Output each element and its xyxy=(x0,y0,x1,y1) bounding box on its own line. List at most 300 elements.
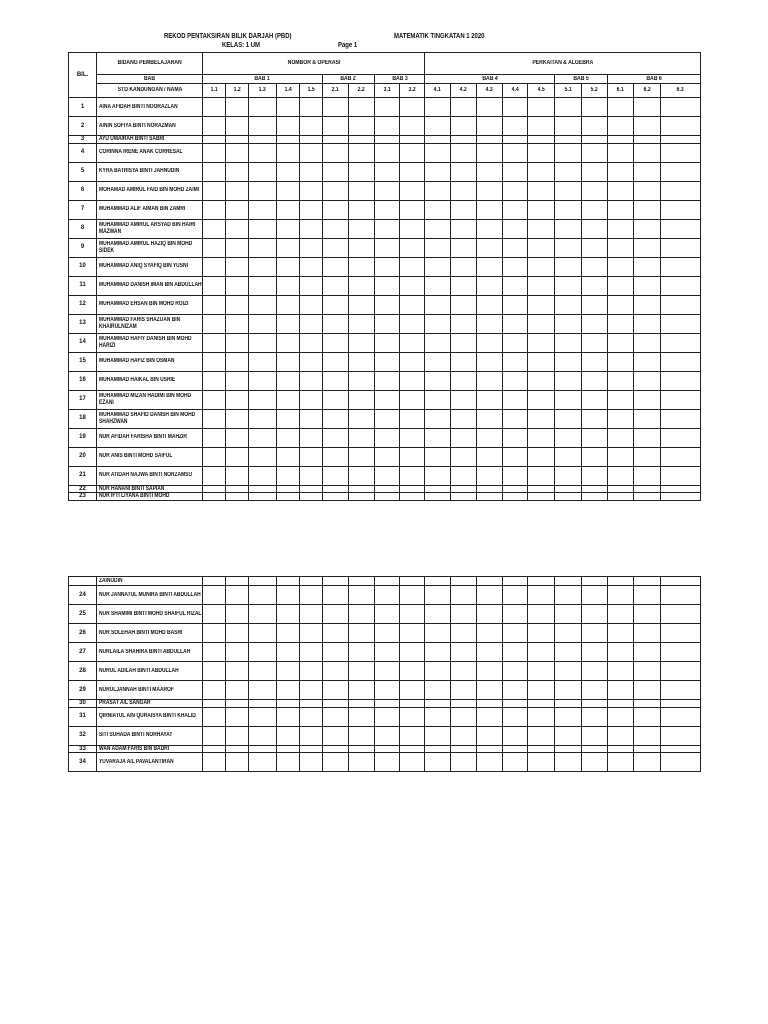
score-cell[interactable] xyxy=(503,466,528,485)
score-cell[interactable] xyxy=(608,624,634,643)
score-cell[interactable] xyxy=(203,428,226,447)
score-cell[interactable] xyxy=(400,662,425,681)
score-cell[interactable] xyxy=(661,98,701,117)
score-cell[interactable] xyxy=(634,276,661,295)
score-cell[interactable] xyxy=(451,605,477,624)
score-cell[interactable] xyxy=(203,352,226,371)
score-cell[interactable] xyxy=(555,200,582,219)
score-cell[interactable] xyxy=(400,295,425,314)
score-cell[interactable] xyxy=(203,371,226,390)
score-cell[interactable] xyxy=(300,605,323,624)
score-cell[interactable] xyxy=(277,700,300,708)
score-cell[interactable] xyxy=(249,493,277,501)
score-cell[interactable] xyxy=(582,98,608,117)
score-cell[interactable] xyxy=(249,314,277,333)
score-cell[interactable] xyxy=(661,428,701,447)
score-cell[interactable] xyxy=(425,162,451,181)
score-cell[interactable] xyxy=(661,700,701,708)
score-cell[interactable] xyxy=(425,352,451,371)
score-cell[interactable] xyxy=(503,745,528,753)
score-cell[interactable] xyxy=(226,753,249,772)
score-cell[interactable] xyxy=(249,295,277,314)
score-cell[interactable] xyxy=(349,745,375,753)
score-cell[interactable] xyxy=(249,390,277,409)
score-cell[interactable] xyxy=(226,707,249,726)
score-cell[interactable] xyxy=(425,409,451,428)
score-cell[interactable] xyxy=(608,238,634,257)
score-cell[interactable] xyxy=(582,485,608,493)
score-cell[interactable] xyxy=(503,577,528,586)
score-cell[interactable] xyxy=(349,276,375,295)
score-cell[interactable] xyxy=(503,257,528,276)
score-cell[interactable] xyxy=(400,409,425,428)
score-cell[interactable] xyxy=(661,586,701,605)
score-cell[interactable] xyxy=(425,371,451,390)
score-cell[interactable] xyxy=(477,314,503,333)
score-cell[interactable] xyxy=(555,466,582,485)
score-cell[interactable] xyxy=(203,295,226,314)
score-cell[interactable] xyxy=(323,238,349,257)
score-cell[interactable] xyxy=(608,605,634,624)
score-cell[interactable] xyxy=(375,117,400,136)
score-cell[interactable] xyxy=(555,371,582,390)
score-cell[interactable] xyxy=(249,371,277,390)
score-cell[interactable] xyxy=(634,352,661,371)
score-cell[interactable] xyxy=(451,276,477,295)
score-cell[interactable] xyxy=(400,753,425,772)
score-cell[interactable] xyxy=(451,681,477,700)
score-cell[interactable] xyxy=(349,390,375,409)
score-cell[interactable] xyxy=(503,753,528,772)
score-cell[interactable] xyxy=(608,681,634,700)
score-cell[interactable] xyxy=(477,681,503,700)
score-cell[interactable] xyxy=(582,681,608,700)
score-cell[interactable] xyxy=(249,117,277,136)
score-cell[interactable] xyxy=(608,98,634,117)
score-cell[interactable] xyxy=(608,219,634,238)
score-cell[interactable] xyxy=(375,643,400,662)
score-cell[interactable] xyxy=(349,409,375,428)
score-cell[interactable] xyxy=(249,98,277,117)
score-cell[interactable] xyxy=(300,314,323,333)
score-cell[interactable] xyxy=(477,447,503,466)
score-cell[interactable] xyxy=(300,333,323,352)
score-cell[interactable] xyxy=(425,493,451,501)
score-cell[interactable] xyxy=(555,726,582,745)
score-cell[interactable] xyxy=(477,605,503,624)
score-cell[interactable] xyxy=(375,276,400,295)
score-cell[interactable] xyxy=(203,447,226,466)
score-cell[interactable] xyxy=(203,314,226,333)
score-cell[interactable] xyxy=(555,681,582,700)
score-cell[interactable] xyxy=(451,371,477,390)
score-cell[interactable] xyxy=(503,143,528,162)
score-cell[interactable] xyxy=(451,314,477,333)
score-cell[interactable] xyxy=(300,409,323,428)
score-cell[interactable] xyxy=(400,352,425,371)
score-cell[interactable] xyxy=(503,98,528,117)
score-cell[interactable] xyxy=(203,700,226,708)
score-cell[interactable] xyxy=(203,219,226,238)
score-cell[interactable] xyxy=(634,485,661,493)
score-cell[interactable] xyxy=(277,466,300,485)
score-cell[interactable] xyxy=(528,447,555,466)
score-cell[interactable] xyxy=(503,352,528,371)
score-cell[interactable] xyxy=(582,390,608,409)
score-cell[interactable] xyxy=(375,577,400,586)
score-cell[interactable] xyxy=(582,219,608,238)
score-cell[interactable] xyxy=(608,428,634,447)
score-cell[interactable] xyxy=(477,726,503,745)
score-cell[interactable] xyxy=(451,662,477,681)
score-cell[interactable] xyxy=(634,605,661,624)
score-cell[interactable] xyxy=(375,371,400,390)
score-cell[interactable] xyxy=(608,745,634,753)
score-cell[interactable] xyxy=(608,409,634,428)
score-cell[interactable] xyxy=(528,333,555,352)
score-cell[interactable] xyxy=(555,753,582,772)
score-cell[interactable] xyxy=(375,753,400,772)
score-cell[interactable] xyxy=(300,643,323,662)
score-cell[interactable] xyxy=(375,447,400,466)
score-cell[interactable] xyxy=(477,643,503,662)
score-cell[interactable] xyxy=(634,136,661,144)
score-cell[interactable] xyxy=(323,200,349,219)
score-cell[interactable] xyxy=(203,333,226,352)
score-cell[interactable] xyxy=(608,371,634,390)
score-cell[interactable] xyxy=(528,295,555,314)
score-cell[interactable] xyxy=(349,257,375,276)
score-cell[interactable] xyxy=(425,181,451,200)
score-cell[interactable] xyxy=(634,753,661,772)
score-cell[interactable] xyxy=(375,238,400,257)
score-cell[interactable] xyxy=(582,143,608,162)
score-cell[interactable] xyxy=(249,200,277,219)
score-cell[interactable] xyxy=(300,136,323,144)
score-cell[interactable] xyxy=(503,314,528,333)
score-cell[interactable] xyxy=(555,257,582,276)
score-cell[interactable] xyxy=(349,295,375,314)
score-cell[interactable] xyxy=(608,257,634,276)
score-cell[interactable] xyxy=(203,586,226,605)
score-cell[interactable] xyxy=(477,117,503,136)
score-cell[interactable] xyxy=(582,605,608,624)
score-cell[interactable] xyxy=(300,295,323,314)
score-cell[interactable] xyxy=(375,681,400,700)
score-cell[interactable] xyxy=(528,143,555,162)
score-cell[interactable] xyxy=(503,586,528,605)
score-cell[interactable] xyxy=(661,662,701,681)
score-cell[interactable] xyxy=(323,586,349,605)
score-cell[interactable] xyxy=(555,485,582,493)
score-cell[interactable] xyxy=(528,238,555,257)
score-cell[interactable] xyxy=(555,586,582,605)
score-cell[interactable] xyxy=(300,681,323,700)
score-cell[interactable] xyxy=(277,577,300,586)
score-cell[interactable] xyxy=(400,466,425,485)
score-cell[interactable] xyxy=(582,314,608,333)
score-cell[interactable] xyxy=(634,295,661,314)
score-cell[interactable] xyxy=(375,586,400,605)
score-cell[interactable] xyxy=(528,485,555,493)
score-cell[interactable] xyxy=(277,624,300,643)
score-cell[interactable] xyxy=(300,276,323,295)
score-cell[interactable] xyxy=(503,390,528,409)
score-cell[interactable] xyxy=(634,447,661,466)
score-cell[interactable] xyxy=(226,200,249,219)
score-cell[interactable] xyxy=(400,707,425,726)
score-cell[interactable] xyxy=(661,200,701,219)
score-cell[interactable] xyxy=(661,143,701,162)
score-cell[interactable] xyxy=(375,352,400,371)
score-cell[interactable] xyxy=(226,333,249,352)
score-cell[interactable] xyxy=(226,390,249,409)
score-cell[interactable] xyxy=(451,586,477,605)
score-cell[interactable] xyxy=(503,726,528,745)
score-cell[interactable] xyxy=(375,409,400,428)
score-cell[interactable] xyxy=(528,98,555,117)
score-cell[interactable] xyxy=(323,98,349,117)
score-cell[interactable] xyxy=(477,428,503,447)
score-cell[interactable] xyxy=(226,605,249,624)
score-cell[interactable] xyxy=(608,295,634,314)
score-cell[interactable] xyxy=(503,493,528,501)
score-cell[interactable] xyxy=(400,577,425,586)
score-cell[interactable] xyxy=(555,390,582,409)
score-cell[interactable] xyxy=(425,428,451,447)
score-cell[interactable] xyxy=(451,143,477,162)
score-cell[interactable] xyxy=(249,447,277,466)
score-cell[interactable] xyxy=(582,333,608,352)
score-cell[interactable] xyxy=(375,200,400,219)
score-cell[interactable] xyxy=(323,726,349,745)
score-cell[interactable] xyxy=(425,605,451,624)
score-cell[interactable] xyxy=(203,200,226,219)
score-cell[interactable] xyxy=(634,643,661,662)
score-cell[interactable] xyxy=(277,257,300,276)
score-cell[interactable] xyxy=(661,295,701,314)
score-cell[interactable] xyxy=(451,624,477,643)
score-cell[interactable] xyxy=(203,257,226,276)
score-cell[interactable] xyxy=(375,624,400,643)
score-cell[interactable] xyxy=(203,181,226,200)
score-cell[interactable] xyxy=(323,181,349,200)
score-cell[interactable] xyxy=(323,333,349,352)
score-cell[interactable] xyxy=(528,707,555,726)
score-cell[interactable] xyxy=(451,117,477,136)
score-cell[interactable] xyxy=(277,745,300,753)
score-cell[interactable] xyxy=(277,295,300,314)
score-cell[interactable] xyxy=(249,257,277,276)
score-cell[interactable] xyxy=(528,136,555,144)
score-cell[interactable] xyxy=(323,707,349,726)
score-cell[interactable] xyxy=(323,257,349,276)
score-cell[interactable] xyxy=(400,200,425,219)
score-cell[interactable] xyxy=(300,753,323,772)
score-cell[interactable] xyxy=(451,643,477,662)
score-cell[interactable] xyxy=(477,219,503,238)
score-cell[interactable] xyxy=(608,390,634,409)
score-cell[interactable] xyxy=(323,624,349,643)
score-cell[interactable] xyxy=(582,466,608,485)
score-cell[interactable] xyxy=(661,333,701,352)
score-cell[interactable] xyxy=(249,136,277,144)
score-cell[interactable] xyxy=(300,745,323,753)
score-cell[interactable] xyxy=(425,447,451,466)
score-cell[interactable] xyxy=(555,707,582,726)
score-cell[interactable] xyxy=(300,219,323,238)
score-cell[interactable] xyxy=(634,577,661,586)
score-cell[interactable] xyxy=(503,485,528,493)
score-cell[interactable] xyxy=(226,352,249,371)
score-cell[interactable] xyxy=(300,143,323,162)
score-cell[interactable] xyxy=(349,143,375,162)
score-cell[interactable] xyxy=(400,390,425,409)
score-cell[interactable] xyxy=(503,371,528,390)
score-cell[interactable] xyxy=(300,707,323,726)
score-cell[interactable] xyxy=(555,428,582,447)
score-cell[interactable] xyxy=(555,143,582,162)
score-cell[interactable] xyxy=(555,662,582,681)
score-cell[interactable] xyxy=(277,586,300,605)
score-cell[interactable] xyxy=(349,577,375,586)
score-cell[interactable] xyxy=(226,466,249,485)
score-cell[interactable] xyxy=(582,662,608,681)
score-cell[interactable] xyxy=(277,493,300,501)
score-cell[interactable] xyxy=(528,371,555,390)
score-cell[interactable] xyxy=(300,238,323,257)
score-cell[interactable] xyxy=(477,238,503,257)
score-cell[interactable] xyxy=(277,98,300,117)
score-cell[interactable] xyxy=(375,257,400,276)
score-cell[interactable] xyxy=(375,700,400,708)
score-cell[interactable] xyxy=(661,493,701,501)
score-cell[interactable] xyxy=(608,314,634,333)
score-cell[interactable] xyxy=(300,98,323,117)
score-cell[interactable] xyxy=(226,117,249,136)
score-cell[interactable] xyxy=(451,219,477,238)
score-cell[interactable] xyxy=(226,143,249,162)
score-cell[interactable] xyxy=(634,493,661,501)
score-cell[interactable] xyxy=(503,200,528,219)
score-cell[interactable] xyxy=(349,681,375,700)
score-cell[interactable] xyxy=(555,352,582,371)
score-cell[interactable] xyxy=(226,700,249,708)
score-cell[interactable] xyxy=(634,681,661,700)
score-cell[interactable] xyxy=(203,605,226,624)
score-cell[interactable] xyxy=(582,371,608,390)
score-cell[interactable] xyxy=(226,98,249,117)
score-cell[interactable] xyxy=(400,238,425,257)
score-cell[interactable] xyxy=(375,295,400,314)
score-cell[interactable] xyxy=(528,681,555,700)
score-cell[interactable] xyxy=(451,707,477,726)
score-cell[interactable] xyxy=(323,753,349,772)
score-cell[interactable] xyxy=(582,493,608,501)
score-cell[interactable] xyxy=(203,485,226,493)
score-cell[interactable] xyxy=(503,295,528,314)
score-cell[interactable] xyxy=(323,390,349,409)
score-cell[interactable] xyxy=(349,726,375,745)
score-cell[interactable] xyxy=(323,352,349,371)
score-cell[interactable] xyxy=(323,117,349,136)
score-cell[interactable] xyxy=(634,117,661,136)
score-cell[interactable] xyxy=(203,577,226,586)
score-cell[interactable] xyxy=(425,98,451,117)
score-cell[interactable] xyxy=(608,726,634,745)
score-cell[interactable] xyxy=(277,643,300,662)
score-cell[interactable] xyxy=(226,745,249,753)
score-cell[interactable] xyxy=(661,219,701,238)
score-cell[interactable] xyxy=(400,371,425,390)
score-cell[interactable] xyxy=(349,333,375,352)
score-cell[interactable] xyxy=(249,181,277,200)
score-cell[interactable] xyxy=(323,662,349,681)
score-cell[interactable] xyxy=(349,700,375,708)
score-cell[interactable] xyxy=(582,117,608,136)
score-cell[interactable] xyxy=(634,98,661,117)
score-cell[interactable] xyxy=(528,493,555,501)
score-cell[interactable] xyxy=(277,219,300,238)
score-cell[interactable] xyxy=(528,352,555,371)
score-cell[interactable] xyxy=(661,466,701,485)
score-cell[interactable] xyxy=(425,219,451,238)
score-cell[interactable] xyxy=(661,726,701,745)
score-cell[interactable] xyxy=(349,643,375,662)
score-cell[interactable] xyxy=(375,605,400,624)
score-cell[interactable] xyxy=(555,333,582,352)
score-cell[interactable] xyxy=(400,181,425,200)
score-cell[interactable] xyxy=(528,577,555,586)
score-cell[interactable] xyxy=(375,162,400,181)
score-cell[interactable] xyxy=(477,662,503,681)
score-cell[interactable] xyxy=(503,605,528,624)
score-cell[interactable] xyxy=(375,493,400,501)
score-cell[interactable] xyxy=(249,605,277,624)
score-cell[interactable] xyxy=(451,295,477,314)
score-cell[interactable] xyxy=(323,295,349,314)
score-cell[interactable] xyxy=(400,493,425,501)
score-cell[interactable] xyxy=(400,745,425,753)
score-cell[interactable] xyxy=(634,726,661,745)
score-cell[interactable] xyxy=(582,707,608,726)
score-cell[interactable] xyxy=(425,624,451,643)
score-cell[interactable] xyxy=(528,409,555,428)
score-cell[interactable] xyxy=(661,681,701,700)
score-cell[interactable] xyxy=(226,428,249,447)
score-cell[interactable] xyxy=(582,295,608,314)
score-cell[interactable] xyxy=(451,409,477,428)
score-cell[interactable] xyxy=(582,409,608,428)
score-cell[interactable] xyxy=(203,493,226,501)
score-cell[interactable] xyxy=(477,333,503,352)
score-cell[interactable] xyxy=(400,136,425,144)
score-cell[interactable] xyxy=(249,219,277,238)
score-cell[interactable] xyxy=(477,162,503,181)
score-cell[interactable] xyxy=(477,485,503,493)
score-cell[interactable] xyxy=(323,643,349,662)
score-cell[interactable] xyxy=(661,643,701,662)
score-cell[interactable] xyxy=(528,662,555,681)
score-cell[interactable] xyxy=(634,466,661,485)
score-cell[interactable] xyxy=(400,257,425,276)
score-cell[interactable] xyxy=(528,466,555,485)
score-cell[interactable] xyxy=(226,238,249,257)
score-cell[interactable] xyxy=(277,314,300,333)
score-cell[interactable] xyxy=(425,117,451,136)
score-cell[interactable] xyxy=(300,485,323,493)
score-cell[interactable] xyxy=(503,333,528,352)
